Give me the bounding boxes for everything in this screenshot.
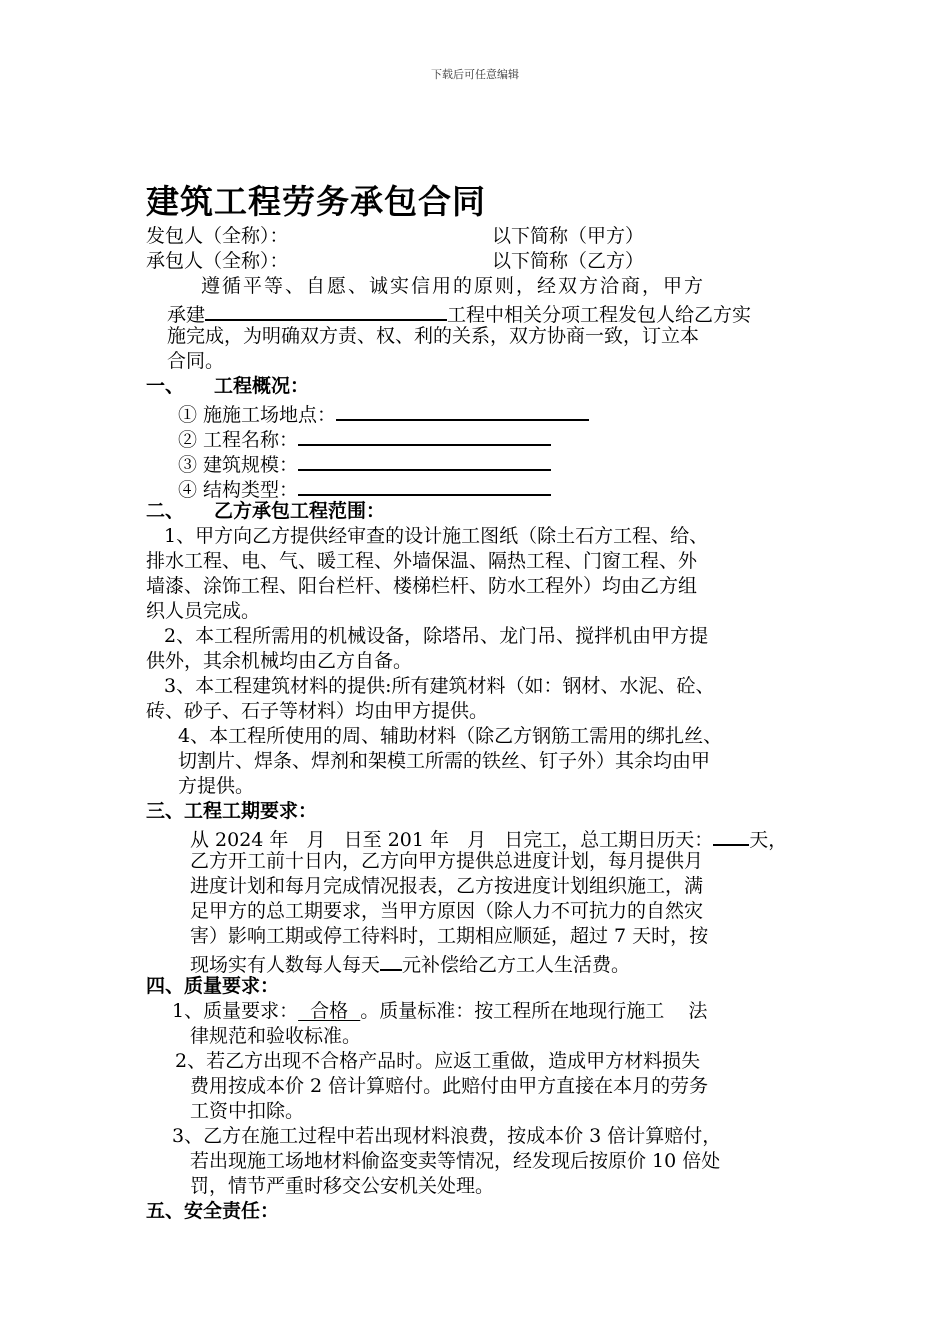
quality-grade: 合格: [298, 1000, 361, 1022]
party-a-label: 发包人（全称）：: [146, 225, 289, 247]
party-a-alias: 以下简称（甲方）: [492, 225, 645, 247]
quality-line: [172, 999, 707, 1024]
schedule-line: 乙方开工前十日内，乙方向甲方提供总进度计划，每月提供月: [190, 850, 704, 872]
section-2-number: 二、: [146, 500, 185, 522]
schedule-line: 进度计划和每月完成情况报表，乙方按进度计划组织施工，满: [190, 875, 704, 897]
quality-line: 费用按成本价 2 倍计算赔付。此赔付由甲方直接在本月的劳务: [190, 1075, 709, 1097]
section-5-title: 五、安全责任：: [146, 1200, 280, 1222]
scope-line: 4、本工程所使用的周、辅助材料（除乙方钢筋工需用的绑扎丝、: [178, 725, 723, 747]
overview-item-label: ③ 建筑规模：: [178, 454, 299, 476]
scope-line: 砖、砂子、石子等材料）均由甲方提供。: [146, 700, 489, 722]
preamble-line: 遵循平等、自愿、诚实信用的原则，经双方洽商，甲方: [201, 275, 706, 297]
scope-line: 1、甲方向乙方提供经审查的设计施工图纸（除土石方工程、给、: [164, 525, 709, 547]
overview-item-label: ① 施施工场地点：: [178, 404, 337, 426]
allowance-blank: [380, 949, 402, 971]
section-4-title: 四、质量要求：: [146, 975, 280, 997]
preamble-text: 工程中相关分项工程发包人给乙方实: [447, 304, 752, 326]
quality-text: 。质量标准：按工程所在地现行施工 法: [360, 1000, 708, 1022]
project-blank: [205, 299, 447, 321]
overview-item-label: ② 工程名称：: [178, 429, 299, 451]
overview-blank: [336, 399, 589, 421]
section-1-number: 一、: [146, 375, 185, 397]
preamble-line: 合同。: [167, 350, 225, 372]
quality-text: 1、质量要求：: [172, 1000, 299, 1022]
party-b-label: 承包人（全称）：: [146, 250, 289, 272]
contract-title: 建筑工程劳务承包合同: [146, 182, 486, 221]
scope-line: 排水工程、电、气、暖工程、外墙保温、隔热工程、门窗工程、外: [146, 550, 698, 572]
quality-line: 若出现施工场地材料偷盗变卖等情况，经发现后按原价 10 倍处: [190, 1150, 721, 1172]
section-2-title: 乙方承包工程范围：: [214, 500, 386, 522]
preamble-line: 施完成，为明确双方责、权、利的关系，双方协商一致，订立本: [167, 325, 700, 347]
quality-line: 律规范和验收标准。: [190, 1025, 362, 1047]
scope-line: 切割片、焊条、焊剂和架模工所需的铁丝、钉子外）其余均由甲: [178, 750, 711, 772]
quality-line: 3、乙方在施工过程中若出现材料浪费，按成本价 3 倍计算赔付，: [172, 1125, 722, 1147]
scope-line: 供外，其余机械均由乙方自备。: [146, 650, 413, 672]
schedule-text: 从 2024 年 月 日至 201 年 月 日完工，总工期日历天：: [190, 829, 714, 851]
section-3-title: 三、工程工期要求：: [146, 800, 318, 822]
overview-blank: [298, 474, 551, 496]
preamble-text: 承建: [167, 304, 206, 326]
quality-line: 罚，情节严重时移交公安机关处理。: [190, 1175, 495, 1197]
schedule-text: 现场实有人数每人每天: [190, 954, 381, 976]
party-b-alias: 以下简称（乙方）: [492, 250, 645, 272]
schedule-line: 害）影响工期或停工待料时，工期相应顺延，超过 7 天时，按: [190, 925, 709, 947]
overview-item-label: ④ 结构类型：: [178, 479, 299, 501]
section-1-title: 工程概况：: [214, 375, 310, 397]
schedule-text: 元补偿给乙方工人生活费。: [402, 954, 631, 976]
schedule-text: 天，: [749, 829, 788, 851]
scope-line: 方提供。: [178, 775, 255, 797]
quality-line: 工资中扣除。: [190, 1100, 305, 1122]
scope-line: 2、本工程所需用的机械设备，除塔吊、龙门吊、搅拌机由甲方提: [164, 625, 709, 647]
scope-line: 3、本工程建筑材料的提供:所有建筑材料（如：钢材、水泥、砼、: [164, 675, 715, 697]
quality-line: 2、若乙方出现不合格产品时。应返工重做，造成甲方材料损失: [175, 1050, 701, 1072]
schedule-line: 足甲方的总工期要求，当甲方原因（除人力不可抗力的自然灾: [190, 900, 704, 922]
header-note: 下载后可任意编辑: [431, 68, 519, 81]
scope-line: 织人员完成。: [146, 600, 261, 622]
overview-blank: [298, 424, 551, 446]
days-blank: [713, 824, 749, 846]
overview-blank: [298, 449, 551, 471]
scope-line: 墙漆、涂饰工程、阳台栏杆、楼梯栏杆、防水工程外）均由乙方组: [146, 575, 698, 597]
